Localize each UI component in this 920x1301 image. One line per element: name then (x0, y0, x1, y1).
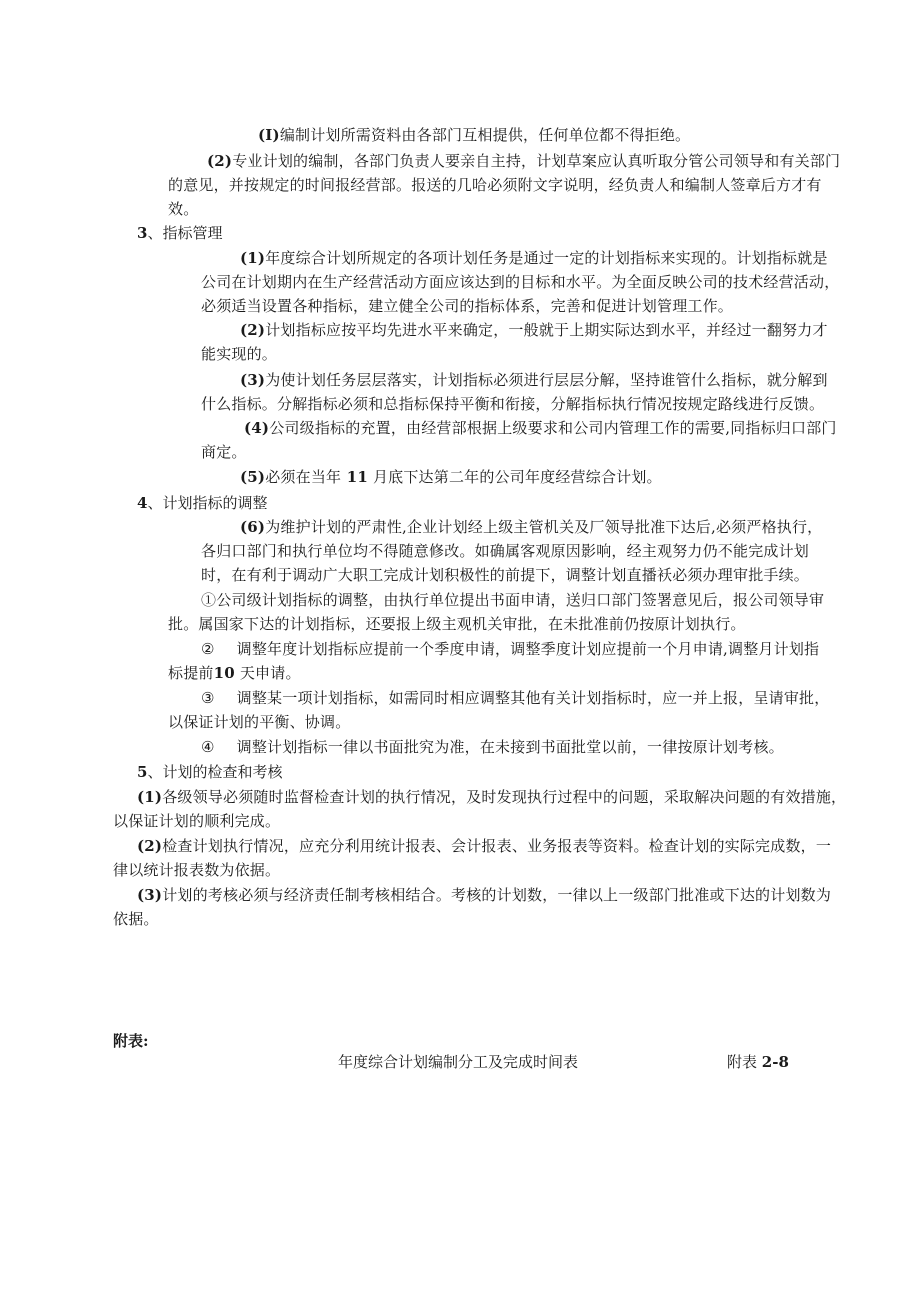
paragraph-4-circle-2: ② 调整年度计划指标应提前一个季度申请，调整季度计划应提前一个月申请,调整月计划指 (201, 640, 820, 658)
paragraph-4-circle-2-cont: 标提前10 天申请。 (168, 664, 301, 682)
paragraph-3-2-cont: 能实现的。 (201, 345, 278, 363)
paragraph-5-2-cont: 律以统计报表数为依据。 (113, 861, 281, 879)
paragraph-5-3-cont: 依据。 (113, 910, 159, 928)
paragraph-3-4: (4)公司级指标的充置，由经营部根据上级要求和公司内管理工作的需要,同指标归口部门 (244, 419, 837, 437)
paragraph-p2-cont: 的意见，并按规定的时间报经营部。报送的几哈必须附文字说明，经负责人和编制人签章后方才有 效。 (168, 176, 822, 218)
paragraph-3-5: (5)必须在当年 11 月底下达第二年的公司年度经营综合计划。 (240, 468, 662, 486)
appendix-table-ref: 附表 2-8 (727, 1053, 789, 1071)
paragraph-4-circle-1: ①公司级计划指标的调整，由执行单位提出书面申请，送归口部门签署意见后，报公司领导审 (201, 591, 825, 609)
paragraph-p2: (2)专业计划的编制，各部门负责人要亲自主持，计划草案应认真听取分管公司领导和有关部门 (207, 152, 841, 170)
paragraph-4-6-cont: 各归口部门和执行单位均不得随意修改。如确属客观原因影响，经主观努力仍不能完成计划 时，在有利于调动广大职工完成计划积极性的前提下，调整计划直播袄必须办理审批手续。 (201, 542, 810, 584)
paragraph-3-1: (1)年度综合计划所规定的各项计划任务是通过一定的计划指标来实现的。计划指标就是 (240, 249, 828, 267)
paragraph-4-circle-3-cont: 以保证计划的平衡、协调。 (168, 713, 351, 731)
paragraph-p1: (I)编制计划所需资料由各部门互相提供，任何单位都不得拒绝。 (258, 126, 691, 144)
paragraph-3-2: (2)计划指标应按平均先进水平来确定，一般就于上期实际达到水平，并经过一翻努力才 (240, 321, 828, 339)
paragraph-4-circle-1-cont: 批。属国家下达的计划指标，还要报上级主观机关审批，在未批准前仍按原计划执行。 (168, 615, 746, 633)
appendix-table-title: 年度综合计划编制分工及完成时间表 (338, 1053, 579, 1071)
paragraph-5-2: (2)检查计划执行情况，应充分利用统计报表、会计报表、业务报表等资料。检查计划的实际完成数，一 (137, 837, 832, 855)
paragraph-3-3-cont: 什么指标。分解指标必须和总指标保持平衡和衔接，分解指标执行情况按规定路线进行反馈。 (201, 395, 825, 413)
paragraph-5-1-cont: 以保证计划的顺利完成。 (113, 812, 281, 830)
paragraph-4-circle-4: ④ 调整计划指标一律以书面批究为准，在未接到书面批堂以前，一律按原计划考核。 (201, 738, 784, 756)
section-heading-3: 3、指标管理 (137, 224, 223, 242)
section-heading-4: 4、计划指标的调整 (137, 494, 268, 512)
appendix-label: 附表: (113, 1032, 149, 1050)
paragraph-5-3: (3)计划的考核必须与经济责任制考核相结合。考核的计划数，一律以上一级部门批准或下达的计划数为 (137, 886, 832, 904)
paragraph-4-circle-3: ③ 调整某一项计划指标，如需同时相应调整其他有关计划指标时，应一并上报，呈请审批， (201, 689, 830, 707)
paragraph-3-1-cont: 公司在计划期内在生产经营活动方面应该达到的目标和水平。为全面反映公司的技术经营活动， 必须适当设置各种指标，建立健全公司的指标体系，完善和促进计划管理工作。 (201, 273, 840, 315)
section-heading-5: 5、计划的检查和考核 (137, 763, 283, 781)
paragraph-3-3: (3)为使计划任务层层落实，计划指标必须进行层层分解，坚持谁管什么指标，就分解到 (240, 371, 828, 389)
paragraph-4-6: (6)为维护计划的严肃性,企业计划经上级主管机关及厂领导批准下达后,必须严格执行， (240, 518, 823, 536)
paragraph-5-1: (1)各级领导必须随时监督检查计划的执行情况，及时发现执行过程中的问题，采取解决问题的有效措施， (137, 788, 847, 806)
paragraph-3-4-cont: 商定。 (201, 443, 247, 461)
